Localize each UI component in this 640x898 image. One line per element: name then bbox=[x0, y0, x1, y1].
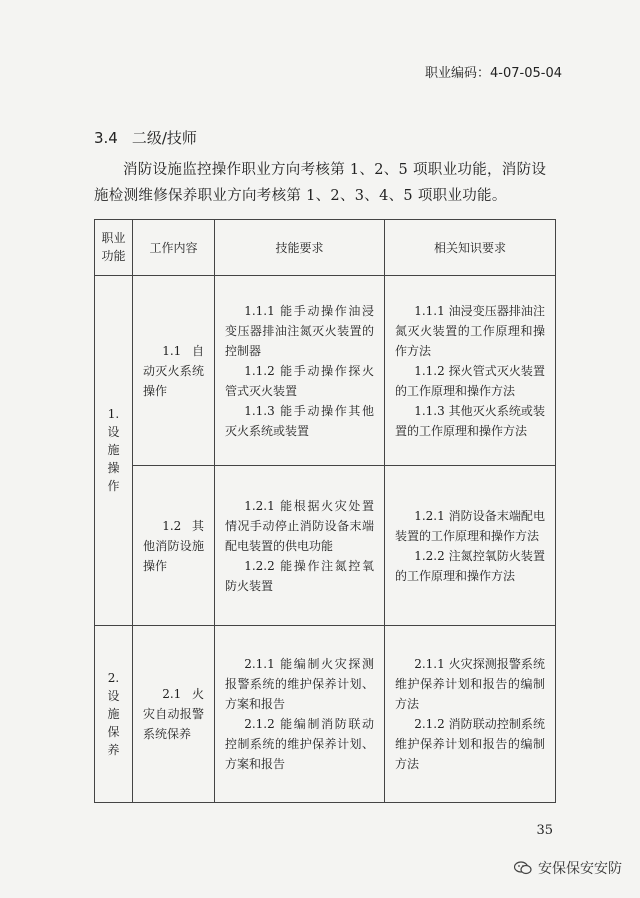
intro-paragraph: 消防设施监控操作职业方向考核第 1、2、5 项职业功能，消防设施检测维修保养职业方向考核第 1、2、3、4、5 项职业功能。 bbox=[94, 162, 547, 204]
section-number: 3.4 bbox=[94, 129, 118, 147]
table-row bbox=[95, 466, 556, 626]
page-number: 35 bbox=[536, 823, 553, 838]
work-cell: 1.2 其他消防设施操作 bbox=[133, 466, 215, 626]
header-work: 工作内容 bbox=[133, 220, 215, 276]
skill-item: 2.1.1 能编制火灾探测报警系统的维护保养计划、方案和报告 bbox=[225, 657, 374, 711]
skills-cell bbox=[215, 626, 385, 803]
table-header-row bbox=[95, 220, 556, 276]
occupation-code: 职业编码：4-07-05-04 bbox=[425, 66, 562, 81]
skill-item: 1.1.3 能手动操作其他灭火系统或装置 bbox=[225, 403, 374, 438]
section-heading bbox=[94, 127, 197, 148]
knowledge-item: 1.2.1 消防设备末端配电装置的工作原理和操作方法 bbox=[395, 508, 545, 543]
knowledge-item: 2.1.1 火灾探测报警系统维护保养计划和报告的编制方法 bbox=[395, 657, 545, 711]
header-skills: 技能要求 bbox=[215, 220, 385, 276]
knowledge-item: 1.1.1 油浸变压器排油注氮灭火装置的工作原理和操作方法 bbox=[395, 303, 545, 358]
skills-cell bbox=[215, 466, 385, 626]
function-cell: 2.设施保养 bbox=[95, 626, 133, 803]
account-watermark bbox=[514, 858, 622, 878]
work-cell: 1.1 自动灭火系统操作 bbox=[133, 276, 215, 466]
header-knowledge: 相关知识要求 bbox=[385, 220, 556, 276]
skills-cell bbox=[215, 276, 385, 466]
work-cell: 2.1 火灾自动报警系统保养 bbox=[133, 626, 215, 803]
skill-item: 1.2.1 能根据火灾处置情况手动停止消防设备末端配电装置的供电功能 bbox=[225, 498, 374, 553]
knowledge-item: 2.1.2 消防联动控制系统维护保养计划和报告的编制方法 bbox=[395, 717, 545, 771]
wechat-icon bbox=[514, 861, 532, 875]
table-row bbox=[95, 276, 556, 466]
function-cell: 1.设施操作 bbox=[95, 276, 133, 626]
knowledge-item: 1.1.2 探火管式灭火装置的工作原理和操作方法 bbox=[395, 363, 545, 398]
knowledge-item: 1.2.2 注氮控氧防火装置的工作原理和操作方法 bbox=[395, 548, 545, 583]
knowledge-cell bbox=[385, 276, 556, 466]
skill-item: 2.1.2 能编制消防联动控制系统的维护保养计划、方案和报告 bbox=[225, 717, 374, 771]
table-row bbox=[95, 626, 556, 803]
knowledge-cell bbox=[385, 626, 556, 803]
watermark-text: 安保保安安防 bbox=[538, 861, 622, 877]
knowledge-item: 1.1.3 其他灭火系统或装置的工作原理和操作方法 bbox=[395, 403, 545, 438]
section-title: 二级/技师 bbox=[131, 129, 197, 147]
skill-item: 1.2.2 能操作注氮控氧防火装置 bbox=[225, 558, 374, 593]
requirements-table bbox=[94, 219, 556, 803]
skill-item: 1.1.1 能手动操作油浸变压器排油注氮灭火装置的控制器 bbox=[225, 303, 374, 358]
skill-item: 1.1.2 能手动操作探火管式灭火装置 bbox=[225, 363, 374, 398]
knowledge-cell bbox=[385, 466, 556, 626]
header-function: 职业功能 bbox=[95, 220, 133, 276]
